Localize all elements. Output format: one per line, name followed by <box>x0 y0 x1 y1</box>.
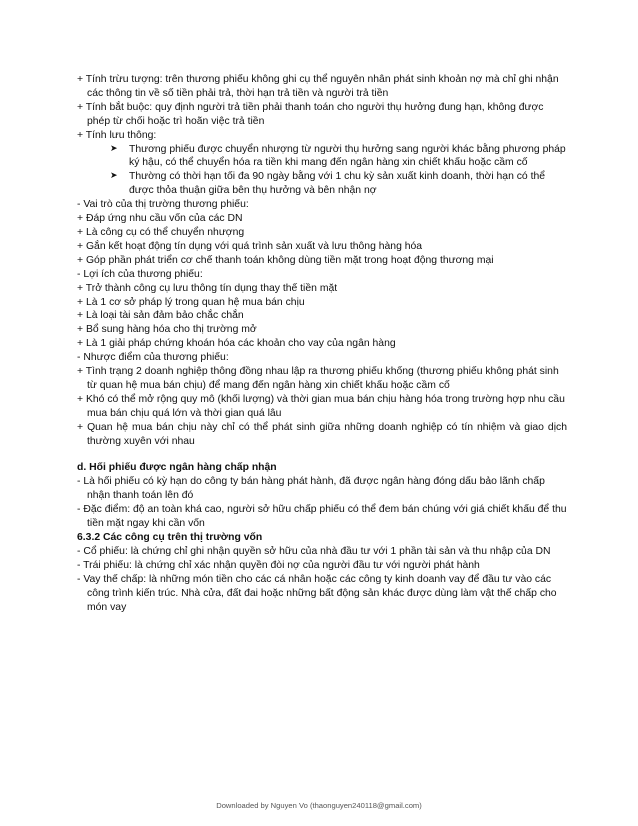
text-line: + Quan hệ mua bán chịu này chỉ có thể phát sinh giữa những doanh nghiệp có tín nhiệm và giao dịch thường xuyên với nhau <box>77 421 567 447</box>
text-line: + Gắn kết hoạt động tín dụng với quá trình sản xuất và lưu thông hàng hóa <box>77 240 423 252</box>
sub-bullet-text: Thường có thời hạn tối đa 90 ngày bằng với 1 chu kỳ sản xuất kinh doanh, thời hạn có thể được thỏa thuận giữa bên thụ hưởng và bên nhận nợ <box>129 171 546 197</box>
text-line: - Nhược điểm của thương phiếu: <box>77 352 229 364</box>
text-line: + Là 1 giải pháp chứng khoán hóa các khoản cho vay của ngân hàng <box>77 338 396 350</box>
sub-bullet-item <box>77 143 567 171</box>
text-line: + Trở thành công cụ lưu thông tín dụng thay thế tiền mặt <box>77 282 338 294</box>
download-footer: Downloaded by Nguyen Vo (thaonguyen240118@gmail.com) <box>216 801 422 810</box>
arrow-bullet-icon: ➤ <box>110 143 118 154</box>
text-line: + Là loại tài sản đảm bảo chắc chắn <box>77 310 244 322</box>
text-line: - Là hối phiếu có kỳ hạn do công ty bán hàng phát hành, đã được ngân hàng đóng dấu bảo lãnh chấp nhận thanh toán lên đó <box>77 476 545 502</box>
text-line: - Đặc điểm: độ an toàn khá cao, người sở hữu chấp phiếu có thể đem bán chúng với giá chiết khấu để thu tiền mặt ngay khi cần vốn <box>77 504 567 530</box>
arrow-bullet-icon: ➤ <box>110 171 118 182</box>
sub-bullet-text: Thương phiếu được chuyển nhượng từ người thụ hưởng sang người khác bằng phương pháp ký hậu, có thể chuyển hóa ra tiền khi mang đến ngân hàng xin chiết khấu hoặc cầm cố <box>129 143 566 169</box>
text-line: + Tính trừu tượng: trên thương phiếu không ghi cụ thể nguyên nhân phát sinh khoản nợ mà chỉ ghi nhận các thông tin về số tiền phải trả, thời hạn trả tiền và người trả tiền <box>77 74 559 99</box>
text-line: + Là 1 cơ sở pháp lý trong quan hệ mua bán chịu <box>77 296 305 308</box>
text-line: + Tính bắt buộc: quy định người trả tiền phải thanh toán cho người thụ hưởng đung hạn, không được phép từ chối hoặc trì hoãn việc trả tiền <box>77 101 544 127</box>
text-line: + Khó có thể mở rộng quy mô (khối lượng) và thời gian mua bán chịu hàng hóa trong trường hợp nhu cầu mua bán chịu quá lớn và thời gian quá lâu <box>77 393 565 419</box>
section-heading: 6.3.2 Các công cụ trên thị trường vốn <box>77 532 263 543</box>
text-line: + Bổ sung hàng hóa cho thị trường mở <box>77 324 257 336</box>
text-line: - Vay thế chấp: là những món tiền cho các cá nhân hoặc các công ty kinh doanh vay để đầu tư vào các công trình kiến trúc. Nhà cửa, đất đai hoặc những bất động sản khác được dùng làm vật thế chấp cho món vay <box>77 573 557 613</box>
text-line: - Cổ phiếu: là chứng chỉ ghi nhận quyền sở hữu của nhà đầu tư với 1 phần tài sản và thu nhập của DN <box>77 545 551 557</box>
text-line: + Đáp ứng nhu cầu vốn của các DN <box>77 213 243 225</box>
text-line: - Vai trò của thị trường thương phiếu: <box>77 199 249 211</box>
text-line: + Góp phần phát triển cơ chế thanh toán không dùng tiền mặt trong hoạt động thương mại <box>77 254 494 266</box>
text-line: + Là công cụ có thể chuyển nhượng <box>77 226 245 238</box>
text-line: - Lợi ích của thương phiếu: <box>77 268 203 280</box>
section-heading: d. Hối phiếu được ngân hàng chấp nhận <box>77 462 277 474</box>
text-line: + Tính lưu thông: <box>77 129 157 141</box>
spacer <box>77 448 567 461</box>
document-body <box>77 73 567 614</box>
sub-bullet-item <box>77 170 567 198</box>
text-line: - Trái phiếu: là chứng chỉ xác nhận quyền đòi nợ của người đầu tư với người phát hành <box>77 559 480 571</box>
text-line: + Tình trạng 2 doanh nghiệp thông đồng nhau lập ra thương phiếu khống (thương phiếu không phát sinh từ quan hệ mua bán chịu) để mang đến ngân hàng xin chiết khấu hoặc cầm cố <box>77 366 559 391</box>
